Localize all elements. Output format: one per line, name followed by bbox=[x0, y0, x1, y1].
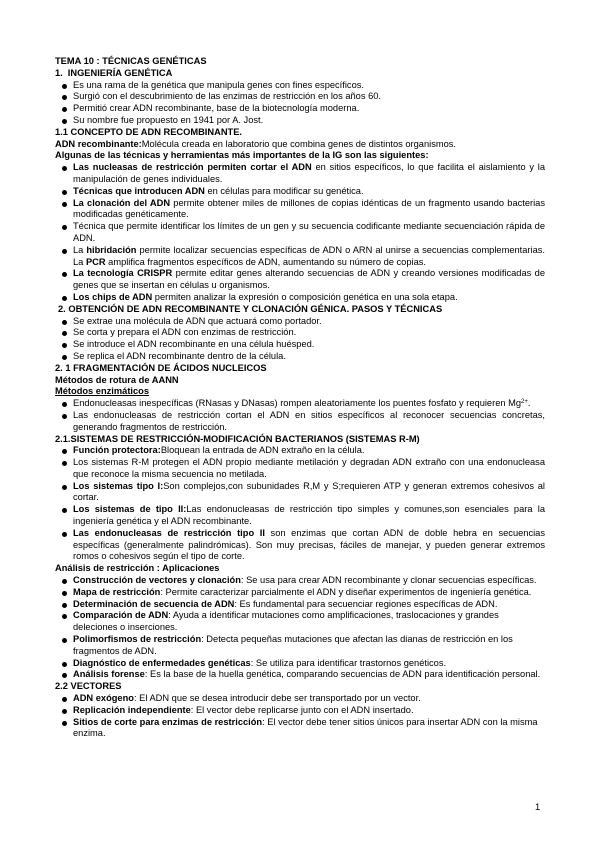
item-text: Las endonucleasas de restricción tipo simples y comunes,son esenciales para la ingeniería genética y el ADN recombinante. bbox=[73, 504, 545, 527]
list-item bbox=[73, 599, 545, 611]
list-item bbox=[73, 445, 545, 457]
list-item: Se corta y prepara el ADN con enzimas de restricción. bbox=[73, 327, 545, 339]
method-heading: Métodos enzimáticos bbox=[55, 386, 150, 397]
list-item bbox=[73, 221, 545, 245]
item-term: Diagnóstico de enfermedades genéticas bbox=[73, 657, 251, 668]
item-text: Los sistemas R-M protegen el ADN propio mediante metilación y degradan ADN extraño con una endonucleasa que reconoce la misma secuencia no metilada. bbox=[73, 457, 545, 479]
list-item bbox=[73, 634, 545, 658]
item-text: permite editar genes alterando secuencias de ADN y creando versiones modificadas de genes que se insertan en células u organismos. bbox=[73, 268, 545, 291]
list-item bbox=[73, 398, 545, 410]
item-text: : Es fundamental para secuenciar regiones específicas de ADN. bbox=[234, 598, 498, 609]
item-text: Son complejos,con subunidades R,M y S;requieren ATP y generan extremos cohesivos al cortar. bbox=[73, 480, 545, 503]
item-text: : Se utiliza para identificar trastornos genéticos. bbox=[250, 657, 447, 668]
item-text: : Ayuda a identificar mutaciones como amplificaciones, traslocaciones y grandes deleciones o inserciones. bbox=[73, 610, 499, 633]
item-term: Polimorfismos de restricción bbox=[73, 634, 202, 645]
section-2-list bbox=[55, 316, 545, 363]
item-text: son enzimas que cortan ADN de doble hebra en secuencias específicas (generalmente palindrómicas). Son muy precisas, fáciles de manejar, y pueden generar extremos romos o cohesivos según el tipo de corte. bbox=[73, 527, 545, 562]
vectors-list bbox=[55, 693, 545, 740]
list-item bbox=[73, 292, 545, 304]
item-term: Construcción de vectores y clonación bbox=[73, 575, 241, 586]
item-text: : Detecta pequeñas mutaciones que afectan las dianas de restricción en los fragmentos de ADN. bbox=[73, 634, 513, 656]
list-item bbox=[73, 717, 545, 741]
list-item bbox=[73, 245, 545, 269]
list-item bbox=[73, 198, 545, 222]
page-number: 1 bbox=[535, 802, 541, 812]
ion-charge: 2+ bbox=[521, 399, 528, 406]
item-term: ADN exógeno bbox=[73, 693, 134, 704]
list-item: Se replica el ADN recombinante dentro de la célula. bbox=[73, 351, 545, 363]
item-text: permiten analizar la expresión o composición genética en una sola etapa. bbox=[152, 291, 458, 302]
item-text: : Es la base de la huella genética, comparando secuencias de ADN para identificación personal. bbox=[144, 669, 541, 680]
item-term: Técnicas que introducen ADN bbox=[73, 185, 205, 196]
section-2-heading: 2. OBTENCIÓN DE ADN RECOMBINANTE Y CLONACIÓN GÉNICA. PASOS Y TÉCNICAS bbox=[58, 303, 443, 314]
definition-text: Molécula creada en laboratorio que combina genes de distintos organismos. bbox=[141, 138, 457, 149]
list-item: Permitió crear ADN recombinante, base de la biotecnología moderna. bbox=[73, 103, 545, 115]
list-item bbox=[73, 186, 545, 198]
item-term: Función protectora: bbox=[73, 445, 161, 456]
section-2-2-heading: 2.2 VECTORES bbox=[55, 681, 122, 692]
list-item bbox=[73, 669, 545, 681]
rm-systems-list bbox=[55, 445, 545, 563]
item-term: Los sistemas de tipo II: bbox=[73, 504, 187, 515]
item-text: en sitios específicos, lo que facilita el aislamiento y la manipulación de genes individuales. bbox=[73, 162, 546, 184]
section-1-1-heading: 1.1 CONCEPTO DE ADN RECOMBINANTE. bbox=[55, 126, 242, 137]
item-text: : Permite caracterizar parcialmente el ADN y diseñar experimentos de ingeniería genética. bbox=[160, 586, 532, 597]
item-text: Bloquean la entrada de ADN extraño en la célula. bbox=[160, 445, 365, 456]
list-item bbox=[73, 457, 545, 481]
list-item: Se introduce el ADN recombinante en una célula huésped. bbox=[73, 339, 545, 351]
item-term: Las endonucleasas de restricción tipo II bbox=[73, 527, 265, 538]
item-term: Mapa de restricción bbox=[73, 586, 161, 597]
list-item bbox=[73, 587, 545, 599]
ion-symbol: Mg bbox=[508, 398, 522, 409]
document-page bbox=[55, 56, 545, 740]
item-term: Los sistemas tipo I: bbox=[73, 480, 164, 491]
item-text: : El vector debe tener sitios únicos para insertar ADN con la misma enzima. bbox=[73, 716, 538, 739]
list-item: Es una rama de la genética que manipula genes con fines específicos. bbox=[73, 80, 545, 92]
section-1-heading bbox=[55, 68, 545, 80]
item-text: : El ADN que se desea introducir debe ser transportado por un vector. bbox=[133, 693, 421, 704]
item-term: Replicación independiente bbox=[73, 704, 191, 715]
item-text: en células para modificar su genética. bbox=[204, 185, 364, 196]
subheading: Métodos de rotura de AANN bbox=[55, 374, 179, 385]
item-term: Sitios de corte para enzimas de restricción bbox=[73, 716, 263, 727]
item-term: Determinación de secuencia de ADN bbox=[73, 598, 235, 609]
item-text: : El vector debe replicarse junto con el ADN insertado. bbox=[190, 704, 414, 715]
list-item: Su nombre fue propuesto en 1941 por A. Jost. bbox=[73, 115, 545, 127]
item-term: hibridación bbox=[86, 244, 137, 255]
rm-systems-heading: 2.1.SISTEMAS DE RESTRICCIÓN-MODIFICACIÓN BACTERIANOS (SISTEMAS R-M) bbox=[55, 433, 420, 444]
item-term: PCR bbox=[85, 256, 106, 267]
item-text: Endonucleasas inespecíficas (RNasas y DNasas) rompen aleatoriamente los puentes fosfato y requieren bbox=[73, 398, 509, 409]
item-term: La clonación del ADN bbox=[73, 197, 171, 208]
list-item: Se extrae una molécula de ADN que actuará como portador. bbox=[73, 316, 545, 328]
techniques-intro: Algunas de las técnicas y herramientas más importantes de la IG son las siguientes: bbox=[55, 150, 429, 161]
list-item bbox=[73, 705, 545, 717]
list-item bbox=[73, 162, 545, 186]
item-text-end: . bbox=[527, 398, 531, 409]
item-text: permite localizar secuencias específicas de ADN o ARN al unirse a secuencias complementarias. La bbox=[73, 244, 545, 267]
item-text: amplifica fragmentos específicos de ADN, aumentando su número de copias. bbox=[105, 256, 426, 267]
document-title: TEMA 10 : TÉCNICAS GENÉTICAS bbox=[55, 56, 207, 66]
list-item bbox=[73, 481, 545, 505]
item-text: : Se usa para crear ADN recombinante y clonar secuencias específicas. bbox=[240, 575, 537, 586]
section-2-1-heading: 2. 1 FRAGMENTACIÓN DE ÁCIDOS NUCLEICOS bbox=[55, 362, 267, 373]
item-term: Análisis forense bbox=[73, 669, 145, 680]
section-title: INGENIERÍA GENÉTICA bbox=[67, 67, 173, 78]
list-item bbox=[73, 268, 545, 292]
item-term: Las nucleasas de restricción permiten cortar el ADN bbox=[73, 162, 312, 173]
section-number: 1. bbox=[55, 67, 63, 78]
list-item bbox=[73, 693, 545, 705]
item-text: permite obtener miles de millones de copias idénticas de un fragmento usando bacterias modificadas genéticamente. bbox=[73, 197, 545, 220]
enzymatic-methods-list bbox=[55, 398, 545, 433]
list-item bbox=[73, 575, 545, 587]
item-text: Las endonucleasas de restricción cortan el ADN en sitios específicos al reconocer secuencias concretas, generando fragmentos de restricción. bbox=[73, 409, 545, 432]
item-term: Los chips de ADN bbox=[73, 291, 153, 302]
list-item bbox=[73, 610, 545, 634]
section-1-list bbox=[55, 80, 545, 127]
list-item: Surgió con el descubrimiento de las enzimas de restricción en los años 60. bbox=[73, 91, 545, 103]
list-item bbox=[73, 528, 545, 563]
item-text: Técnica que permite identificar los límites de un gen y su secuencia codificante mediante secuenciación rápida de ADN. bbox=[73, 221, 545, 243]
techniques-list bbox=[55, 162, 545, 304]
item-term: Comparación de ADN bbox=[73, 610, 169, 621]
list-item bbox=[73, 504, 545, 528]
definition-term: ADN recombinante: bbox=[55, 138, 142, 149]
item-term: La tecnología CRISPR bbox=[73, 268, 173, 279]
definition bbox=[55, 139, 545, 151]
list-item bbox=[73, 658, 545, 670]
analysis-list bbox=[55, 575, 545, 681]
item-text: La bbox=[73, 244, 87, 255]
list-item bbox=[73, 410, 545, 434]
analysis-heading: Análisis de restricción : Aplicaciones bbox=[55, 563, 220, 574]
